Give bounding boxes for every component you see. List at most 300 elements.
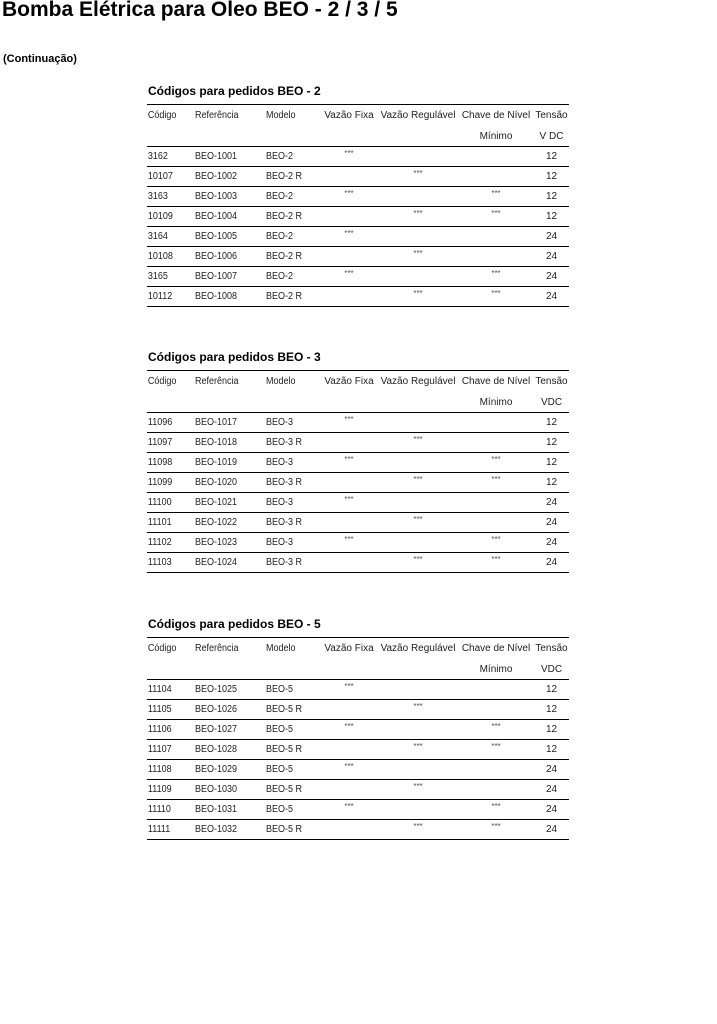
column-header-codigo: Código xyxy=(147,376,177,387)
cell-vazao-regulavel xyxy=(378,473,458,493)
cell-value: 11105 xyxy=(147,704,172,715)
cell-value: BEO-1020 xyxy=(195,477,238,488)
cell-value: 12 xyxy=(545,744,558,755)
cell-value: BEO-1002 xyxy=(195,171,238,182)
cell-referencia xyxy=(195,453,259,473)
cell-vazao-regulavel xyxy=(378,800,458,820)
cell-chave-nivel xyxy=(458,780,534,800)
cell-tensao xyxy=(534,533,569,553)
column-header-codigo: Código xyxy=(147,643,177,654)
table-row xyxy=(147,147,569,167)
cell-value: BEO-1032 xyxy=(195,824,238,835)
cell-value: BEO-3 xyxy=(266,537,294,548)
table-row xyxy=(147,553,569,573)
cell-value: 12 xyxy=(545,191,558,202)
page-subtitle: (Continuação) xyxy=(3,53,77,65)
cell-value: 11098 xyxy=(147,457,173,468)
cell-codigo xyxy=(147,533,190,553)
column-header-line2-referencia xyxy=(195,393,259,413)
selection-mark: *** xyxy=(413,169,423,178)
column-header-line2-chave-nivel: Mínimo xyxy=(458,393,534,413)
selection-mark: *** xyxy=(413,742,423,751)
cell-vazao-regulavel xyxy=(378,820,458,840)
cell-modelo xyxy=(266,513,315,533)
cell-vazao-regulavel xyxy=(378,760,458,780)
column-header-line2-referencia xyxy=(195,127,259,147)
cell-vazao-regulavel xyxy=(378,513,458,533)
cell-value: 11103 xyxy=(147,557,172,568)
cell-value: 12 xyxy=(545,417,558,428)
cell-referencia xyxy=(195,513,259,533)
cell-referencia xyxy=(195,167,259,187)
cell-value: BEO-1004 xyxy=(195,211,238,222)
selection-mark: *** xyxy=(344,762,354,771)
cell-vazao-regulavel xyxy=(378,680,458,700)
cell-vazao-regulavel xyxy=(378,167,458,187)
cell-vazao-fixa xyxy=(320,247,378,267)
cell-vazao-regulavel xyxy=(378,740,458,760)
cell-vazao-fixa xyxy=(320,780,378,800)
cell-codigo xyxy=(147,167,190,187)
column-header-vazao-fixa: Vazão Fixa xyxy=(324,376,374,387)
cell-value: BEO-5 R xyxy=(266,784,303,795)
table-row xyxy=(147,800,569,820)
table-row xyxy=(147,820,569,840)
column-header-modelo: Modelo xyxy=(266,110,296,121)
selection-mark: *** xyxy=(344,455,354,464)
selection-mark: *** xyxy=(344,682,354,691)
table-row xyxy=(147,187,569,207)
table-row xyxy=(147,720,569,740)
table-row xyxy=(147,473,569,493)
table-row xyxy=(147,513,569,533)
cell-referencia xyxy=(195,187,259,207)
selection-mark: *** xyxy=(413,209,423,218)
cell-tensao xyxy=(534,820,569,840)
cell-value: 11111 xyxy=(147,824,171,835)
cell-vazao-fixa xyxy=(320,433,378,453)
cell-value: 11110 xyxy=(147,804,171,815)
column-header-line2-chave-nivel: Mínimo xyxy=(458,127,534,147)
cell-value: 24 xyxy=(545,517,558,528)
cell-tensao xyxy=(534,680,569,700)
column-header-line2-referencia xyxy=(195,660,259,680)
cell-referencia xyxy=(195,680,259,700)
table-row xyxy=(147,167,569,187)
cell-vazao-fixa xyxy=(320,287,378,307)
selection-mark: *** xyxy=(491,535,501,544)
table-row xyxy=(147,780,569,800)
table-row xyxy=(147,207,569,227)
table-row xyxy=(147,760,569,780)
selection-mark: *** xyxy=(413,782,423,791)
column-header-line2-vazao-regulavel xyxy=(378,393,458,413)
cell-value: BEO-1031 xyxy=(195,804,238,815)
cell-referencia xyxy=(195,207,259,227)
selection-mark: *** xyxy=(491,289,501,298)
cell-codigo xyxy=(147,760,190,780)
cell-codigo xyxy=(147,780,190,800)
cell-chave-nivel xyxy=(458,167,534,187)
table-header-row xyxy=(147,105,569,128)
column-header-chave-nivel: Chave de Nível xyxy=(461,376,531,387)
cell-vazao-fixa xyxy=(320,680,378,700)
table-header-row-2 xyxy=(147,660,569,680)
cell-value: 3165 xyxy=(147,271,168,282)
cell-tensao xyxy=(534,433,569,453)
cell-codigo xyxy=(147,800,190,820)
cell-codigo xyxy=(147,207,190,227)
column-header-referencia: Referência xyxy=(195,110,239,121)
cell-vazao-regulavel xyxy=(378,227,458,247)
cell-referencia xyxy=(195,740,259,760)
cell-referencia xyxy=(195,433,259,453)
cell-chave-nivel xyxy=(458,207,534,227)
cell-value: BEO-3 xyxy=(266,457,294,468)
cell-value: BEO-1021 xyxy=(195,497,238,508)
cell-value: 3163 xyxy=(147,191,168,202)
cell-referencia xyxy=(195,147,259,167)
table-row xyxy=(147,493,569,513)
cell-codigo xyxy=(147,820,190,840)
selection-mark: *** xyxy=(413,475,423,484)
cell-codigo xyxy=(147,720,190,740)
cell-vazao-fixa xyxy=(320,820,378,840)
column-header-chave-nivel: Chave de Nível xyxy=(461,643,531,654)
cell-tensao xyxy=(534,147,569,167)
column-header-vazao-fixa: Vazão Fixa xyxy=(324,110,374,121)
cell-tensao xyxy=(534,800,569,820)
cell-chave-nivel xyxy=(458,820,534,840)
cell-tensao xyxy=(534,267,569,287)
cell-modelo xyxy=(266,453,315,473)
cell-value: BEO-5 R xyxy=(266,744,303,755)
cell-value: BEO-2 R xyxy=(266,211,303,222)
cell-modelo xyxy=(266,780,315,800)
selection-mark: *** xyxy=(491,475,501,484)
cell-value: 11109 xyxy=(147,784,172,795)
cell-value: BEO-2 xyxy=(266,191,294,202)
cell-codigo xyxy=(147,413,190,433)
cell-value: BEO-5 xyxy=(266,724,294,735)
cell-modelo xyxy=(266,553,315,573)
selection-mark: *** xyxy=(344,415,354,424)
table-header-row xyxy=(147,371,569,394)
cell-modelo xyxy=(266,820,315,840)
selection-mark: *** xyxy=(491,742,501,751)
cell-value: 11108 xyxy=(147,764,172,775)
column-header-line2-tensao: VDC xyxy=(534,660,569,680)
selection-mark: *** xyxy=(491,802,501,811)
cell-value: BEO-1028 xyxy=(195,744,238,755)
cell-modelo xyxy=(266,207,315,227)
cell-tensao xyxy=(534,187,569,207)
cell-value: BEO-3 xyxy=(266,497,294,508)
selection-mark: *** xyxy=(344,722,354,731)
cell-vazao-regulavel xyxy=(378,433,458,453)
column-header-line2-modelo xyxy=(266,660,315,680)
cell-codigo xyxy=(147,147,190,167)
cell-vazao-regulavel xyxy=(378,147,458,167)
cell-value: 24 xyxy=(545,804,558,815)
cell-codigo xyxy=(147,493,190,513)
cell-referencia xyxy=(195,780,259,800)
cell-referencia xyxy=(195,413,259,433)
cell-chave-nivel xyxy=(458,287,534,307)
cell-value: BEO-5 xyxy=(266,804,294,815)
cell-value: 3162 xyxy=(147,151,168,162)
cell-vazao-fixa xyxy=(320,227,378,247)
cell-value: 10109 xyxy=(147,211,173,222)
cell-value: 24 xyxy=(545,271,558,282)
cell-value: 12 xyxy=(545,724,558,735)
cell-tensao xyxy=(534,720,569,740)
cell-value: BEO-1008 xyxy=(195,291,238,302)
table-header-row xyxy=(147,638,569,661)
cell-tensao xyxy=(534,780,569,800)
table-row xyxy=(147,413,569,433)
cell-chave-nivel xyxy=(458,227,534,247)
cell-value: 11099 xyxy=(147,477,173,488)
cell-value: 24 xyxy=(545,231,558,242)
column-header-line2-codigo xyxy=(147,127,190,147)
cell-modelo xyxy=(266,533,315,553)
table-row xyxy=(147,433,569,453)
selection-mark: *** xyxy=(344,229,354,238)
cell-value: BEO-1027 xyxy=(195,724,238,735)
cell-value: BEO-1017 xyxy=(195,417,238,428)
column-header-vazao-fixa: Vazão Fixa xyxy=(324,643,374,654)
column-header-line2-vazao-fixa xyxy=(320,393,378,413)
cell-modelo xyxy=(266,267,315,287)
column-header-modelo: Modelo xyxy=(266,643,296,654)
cell-modelo xyxy=(266,287,315,307)
section-beo-5 xyxy=(147,617,568,840)
cell-referencia xyxy=(195,820,259,840)
column-header-tensao: Tensão xyxy=(535,376,568,387)
column-header-line2-vazao-fixa xyxy=(320,127,378,147)
cell-modelo xyxy=(266,800,315,820)
table-row xyxy=(147,533,569,553)
column-header-line2-vazao-fixa xyxy=(320,660,378,680)
cell-tensao xyxy=(534,553,569,573)
cell-referencia xyxy=(195,720,259,740)
selection-mark: *** xyxy=(413,702,423,711)
page-title: Bomba Elétrica para Oleo BEO - 2 / 3 / 5 xyxy=(2,0,398,21)
cell-value: BEO-2 R xyxy=(266,171,303,182)
cell-tensao xyxy=(534,493,569,513)
cell-codigo xyxy=(147,453,190,473)
section-beo-2 xyxy=(147,84,568,307)
cell-chave-nivel xyxy=(458,147,534,167)
cell-chave-nivel xyxy=(458,740,534,760)
cell-modelo xyxy=(266,147,315,167)
selection-mark: *** xyxy=(344,189,354,198)
cell-chave-nivel xyxy=(458,720,534,740)
cell-chave-nivel xyxy=(458,453,534,473)
column-header-modelo: Modelo xyxy=(266,376,296,387)
cell-modelo xyxy=(266,473,315,493)
column-header-line2-tensao: VDC xyxy=(534,393,569,413)
cell-vazao-fixa xyxy=(320,720,378,740)
cell-codigo xyxy=(147,287,190,307)
section-beo-3 xyxy=(147,350,568,573)
cell-value: BEO-1006 xyxy=(195,251,238,262)
cell-value: BEO-5 xyxy=(266,764,294,775)
selection-mark: *** xyxy=(344,535,354,544)
cell-value: BEO-5 R xyxy=(266,824,303,835)
column-header-tensao: Tensão xyxy=(535,643,568,654)
cell-vazao-fixa xyxy=(320,167,378,187)
cell-vazao-regulavel xyxy=(378,553,458,573)
cell-modelo xyxy=(266,493,315,513)
cell-referencia xyxy=(195,760,259,780)
cell-codigo xyxy=(147,227,190,247)
cell-value: BEO-2 xyxy=(266,231,294,242)
selection-mark: *** xyxy=(344,802,354,811)
orders-table xyxy=(147,370,569,573)
column-header-line2-tensao: V DC xyxy=(534,127,569,147)
selection-mark: *** xyxy=(413,555,423,564)
cell-value: 24 xyxy=(545,784,558,795)
column-header-line2-vazao-regulavel xyxy=(378,127,458,147)
selection-mark: *** xyxy=(344,269,354,278)
cell-value: BEO-1024 xyxy=(195,557,238,568)
cell-value: BEO-1023 xyxy=(195,537,238,548)
cell-value: 24 xyxy=(545,764,558,775)
cell-chave-nivel xyxy=(458,513,534,533)
cell-value: 12 xyxy=(545,457,558,468)
cell-value: BEO-3 R xyxy=(266,517,303,528)
cell-value: 11106 xyxy=(147,724,172,735)
column-header-vazao-regulavel: Vazão Regulável xyxy=(380,643,456,654)
cell-referencia xyxy=(195,700,259,720)
cell-value: BEO-3 R xyxy=(266,437,303,448)
column-header-referencia: Referência xyxy=(195,376,239,387)
cell-value: 3164 xyxy=(147,231,168,242)
cell-modelo xyxy=(266,413,315,433)
cell-value: 11104 xyxy=(147,684,172,695)
cell-vazao-fixa xyxy=(320,513,378,533)
section-title: Códigos para pedidos BEO - 3 xyxy=(148,350,321,364)
cell-vazao-regulavel xyxy=(378,493,458,513)
cell-chave-nivel xyxy=(458,247,534,267)
cell-value: 24 xyxy=(545,824,558,835)
selection-mark: *** xyxy=(491,269,501,278)
selection-mark: *** xyxy=(491,189,501,198)
cell-vazao-regulavel xyxy=(378,187,458,207)
cell-chave-nivel xyxy=(458,413,534,433)
cell-value: 24 xyxy=(545,497,558,508)
cell-chave-nivel xyxy=(458,533,534,553)
cell-value: BEO-1022 xyxy=(195,517,238,528)
selection-mark: *** xyxy=(491,455,501,464)
cell-modelo xyxy=(266,167,315,187)
column-header-chave-nivel: Chave de Nível xyxy=(461,110,531,121)
cell-codigo xyxy=(147,187,190,207)
cell-modelo xyxy=(266,227,315,247)
section-title: Códigos para pedidos BEO - 5 xyxy=(148,617,321,631)
cell-modelo xyxy=(266,720,315,740)
cell-vazao-fixa xyxy=(320,740,378,760)
cell-value: 11102 xyxy=(147,537,172,548)
orders-table xyxy=(147,104,569,307)
column-header-referencia: Referência xyxy=(195,643,239,654)
table-row xyxy=(147,740,569,760)
cell-vazao-fixa xyxy=(320,187,378,207)
column-header-line2-modelo xyxy=(266,127,315,147)
cell-value: 11096 xyxy=(147,417,173,428)
selection-mark: *** xyxy=(413,515,423,524)
cell-value: 24 xyxy=(545,251,558,262)
cell-vazao-regulavel xyxy=(378,700,458,720)
cell-value: BEO-2 xyxy=(266,271,294,282)
cell-vazao-fixa xyxy=(320,473,378,493)
cell-vazao-regulavel xyxy=(378,533,458,553)
cell-value: 12 xyxy=(545,437,558,448)
cell-value: BEO-2 xyxy=(266,151,294,162)
cell-chave-nivel xyxy=(458,493,534,513)
cell-chave-nivel xyxy=(458,700,534,720)
cell-vazao-fixa xyxy=(320,413,378,433)
table-row xyxy=(147,700,569,720)
cell-value: 11097 xyxy=(147,437,173,448)
table-row xyxy=(147,287,569,307)
cell-codigo xyxy=(147,433,190,453)
table-row xyxy=(147,453,569,473)
cell-vazao-fixa xyxy=(320,800,378,820)
selection-mark: *** xyxy=(344,149,354,158)
column-header-tensao: Tensão xyxy=(535,110,568,121)
cell-value: BEO-1003 xyxy=(195,191,238,202)
cell-codigo xyxy=(147,513,190,533)
cell-chave-nivel xyxy=(458,267,534,287)
cell-value: 11100 xyxy=(147,497,172,508)
selection-mark: *** xyxy=(344,495,354,504)
cell-tensao xyxy=(534,473,569,493)
cell-value: BEO-1026 xyxy=(195,704,238,715)
cell-chave-nivel xyxy=(458,473,534,493)
cell-chave-nivel xyxy=(458,800,534,820)
table-header-row-2 xyxy=(147,393,569,413)
cell-vazao-fixa xyxy=(320,267,378,287)
table-row xyxy=(147,680,569,700)
cell-value: 12 xyxy=(545,211,558,222)
cell-value: 24 xyxy=(545,537,558,548)
cell-value: 12 xyxy=(545,151,558,162)
cell-value: 12 xyxy=(545,477,558,488)
cell-value: 12 xyxy=(545,171,558,182)
cell-vazao-regulavel xyxy=(378,720,458,740)
cell-value: 24 xyxy=(545,557,558,568)
table-row xyxy=(147,247,569,267)
cell-vazao-fixa xyxy=(320,700,378,720)
cell-tensao xyxy=(534,287,569,307)
column-header-line2-codigo xyxy=(147,393,190,413)
cell-value: BEO-1018 xyxy=(195,437,238,448)
selection-mark: *** xyxy=(491,822,501,831)
selection-mark: *** xyxy=(413,249,423,258)
cell-referencia xyxy=(195,473,259,493)
cell-codigo xyxy=(147,553,190,573)
column-header-line2-vazao-regulavel xyxy=(378,660,458,680)
column-header-vazao-regulavel: Vazão Regulável xyxy=(380,110,456,121)
cell-modelo xyxy=(266,680,315,700)
selection-mark: *** xyxy=(491,209,501,218)
selection-mark: *** xyxy=(413,822,423,831)
cell-tensao xyxy=(534,513,569,533)
orders-table xyxy=(147,637,569,840)
